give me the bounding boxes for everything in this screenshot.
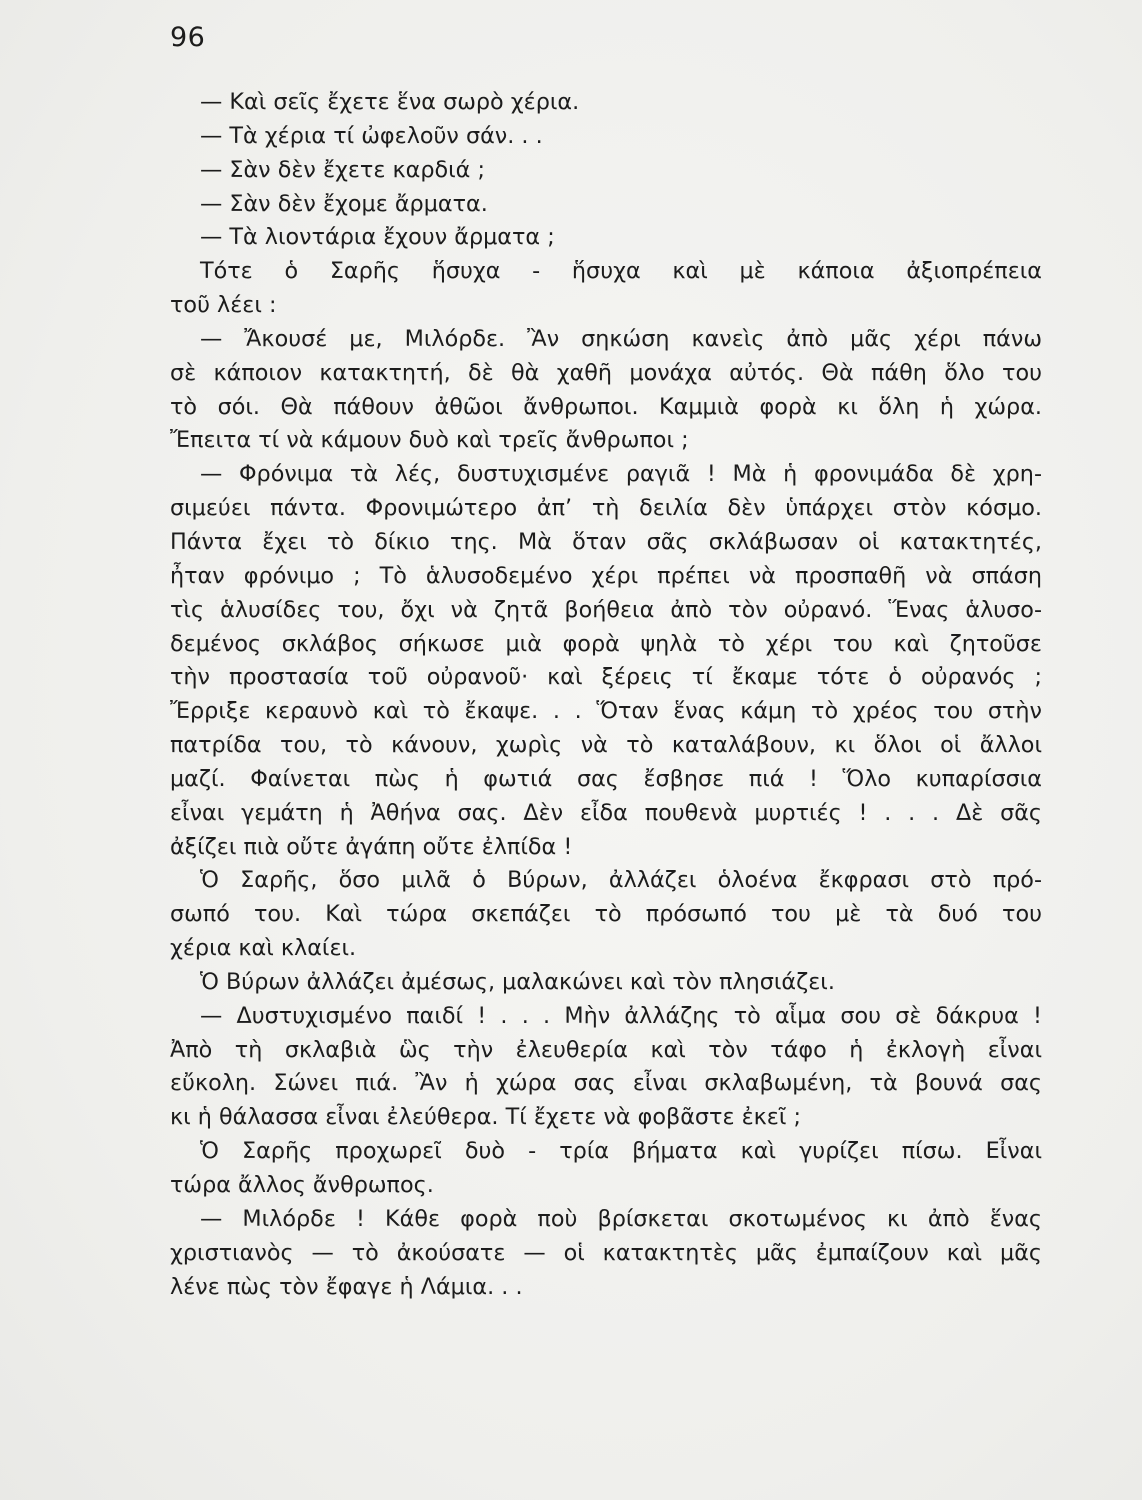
text-line: Ὁ Σαρῆς, ὅσο μιλᾶ ὁ Βύρων, ἀλλάζει ὁλοένα ἔκφρασι στὸ πρό- — [200, 867, 1042, 894]
text-line: ἦταν φρόνιμο ; Τὸ ἁλυσοδεμένο χέρι πρέπει νὰ προσπαθῆ νὰ σπάση — [170, 562, 1042, 589]
text-line: ἀξίζει πιὰ οὔτε ἀγάπη οὔτε ἐλπίδα ! — [170, 833, 573, 860]
text-line: Ἀπὸ τὴ σκλαβιὰ ὣς τὴν ἐλευθερία καὶ τὸν τάφο ἡ ἐκλογὴ εἶναι — [170, 1036, 1042, 1063]
text-line: δεμένος σκλάβος σήκωσε μιὰ φορὰ ψηλὰ τὸ χέρι του καὶ ζητοῦσε — [170, 630, 1042, 657]
text-line: τώρα ἄλλος ἄνθρωπος. — [170, 1172, 434, 1198]
text-line: εἶναι γεμάτη ἡ Ἀθήνα σας. Δὲν εἶδα πουθενὰ μυρτιές ! . . . Δὲ σᾶς — [170, 799, 1042, 826]
text-line: Ἔπειτα τί νὰ κάμουν δυὸ καὶ τρεῖς ἄνθρωποι ; — [170, 427, 689, 454]
text-line: — Μιλόρδε ! Κάθε φορὰ ποὺ βρίσκεται σκοτωμένος κι ἀπὸ ἕνας — [200, 1205, 1042, 1232]
text-line: σιμεύει πάντα. Φρονιμώτερο ἀπ’ τὴ δειλία δὲν ὑπάρχει στὸν κόσμο. — [170, 495, 1042, 522]
text-line: χέρια καὶ κλαίει. — [170, 935, 357, 962]
text-line: χριστιανὸς — τὸ ἀκούσατε — οἱ κατακτητὲς μᾶς ἐμπαίζουν καὶ μᾶς — [170, 1239, 1042, 1266]
text-line: εὔκολη. Σώνει πιά. Ἂν ἡ χώρα σας εἶναι σκλαβωμένη, τὰ βουνά σας — [170, 1070, 1042, 1097]
text-line: — Δυστυχισμένο παιδί ! . . . Μὴν ἀλλάζης τὸ αἷμα σου σὲ δάκρυα ! — [200, 1002, 1042, 1029]
text-line: μαζί. Φαίνεται πὼς ἡ φωτιά σας ἔσβησε πιά ! Ὅλο κυπαρίσσια — [170, 765, 1042, 792]
page-number: 96 — [170, 22, 206, 53]
text-line: τὸ σόι. Θὰ πάθουν ἀθῶοι ἄνθρωποι. Καμμιὰ φορὰ κι ὅλη ἡ χώρα. — [170, 393, 1042, 420]
text-line: Ἔρριξε κεραυνὸ καὶ τὸ ἔκαψε. . . Ὅταν ἕνας κάμη τὸ χρέος του στὴν — [170, 698, 1042, 725]
text-line: Ὁ Σαρῆς προχωρεῖ δυὸ - τρία βήματα καὶ γυρίζει πίσω. Εἶναι — [200, 1138, 1042, 1165]
text-line: — Ἄκουσέ με, Μιλόρδε. Ἂν σηκώση κανεὶς ἀπὸ μᾶς χέρι πάνω — [200, 325, 1042, 352]
text-line: Ὁ Βύρων ἀλλάζει ἀμέσως, μαλακώνει καὶ τὸν πλησιάζει. — [200, 968, 835, 995]
text-line: — Τὰ χέρια τί ὠφελοῦν σάν. . . — [200, 122, 543, 149]
text-line: Τότε ὁ Σαρῆς ἥσυχα - ἥσυχα καὶ μὲ κάποια ἀξιοπρέπεια — [200, 258, 1042, 285]
text-line: σωπό του. Καὶ τώρα σκεπάζει τὸ πρόσωπό του μὲ τὰ δυό του — [170, 901, 1042, 928]
text-line: κι ἡ θάλασσα εἶναι ἐλεύθερα. Τί ἔχετε νὰ φοβᾶστε ἐκεῖ ; — [170, 1104, 801, 1131]
text-line: τὶς ἁλυσίδες του, ὄχι νὰ ζητᾶ βοήθεια ἀπὸ τὸν οὐρανό. Ἕνας ἁλυσο- — [170, 596, 1042, 623]
text-line: — Τὰ λιοντάρια ἔχουν ἄρματα ; — [200, 224, 555, 251]
text-line: Πάντα ἔχει τὸ δίκιο της. Μὰ ὅταν σᾶς σκλάβωσαν οἱ κατακτητές, — [170, 528, 1042, 555]
text-line: — Σὰν δὲν ἔχομε ἄρματα. — [200, 190, 488, 217]
text-line: τὴν προστασία τοῦ οὐρανοῦ· καὶ ξέρεις τί ἔκαμε τότε ὁ οὐρανός ; — [170, 664, 1042, 691]
text-line: πατρίδα του, τὸ κάνουν, χωρὶς νὰ τὸ καταλάβουν, κι ὅλοι οἱ ἄλλοι — [170, 732, 1042, 759]
text-line: — Σὰν δὲν ἔχετε καρδιά ; — [200, 156, 485, 183]
text-line: λένε πὼς τὸν ἔφαγε ἡ Λάμια. . . — [170, 1273, 523, 1300]
text-line: — Καὶ σεῖς ἔχετε ἕνα σωρὸ χέρια. — [200, 89, 580, 115]
body-text — [170, 86, 1042, 1304]
text-line: σὲ κάποιον κατακτητή, δὲ θὰ χαθῆ μονάχα αὐτός. Θὰ πάθη ὅλο του — [170, 359, 1042, 386]
text-line: — Φρόνιμα τὰ λές, δυστυχισμένε ραγιᾶ ! Μὰ ἡ φρονιμάδα δὲ χρη- — [200, 461, 1042, 488]
text-line: τοῦ λέει : — [170, 292, 277, 319]
